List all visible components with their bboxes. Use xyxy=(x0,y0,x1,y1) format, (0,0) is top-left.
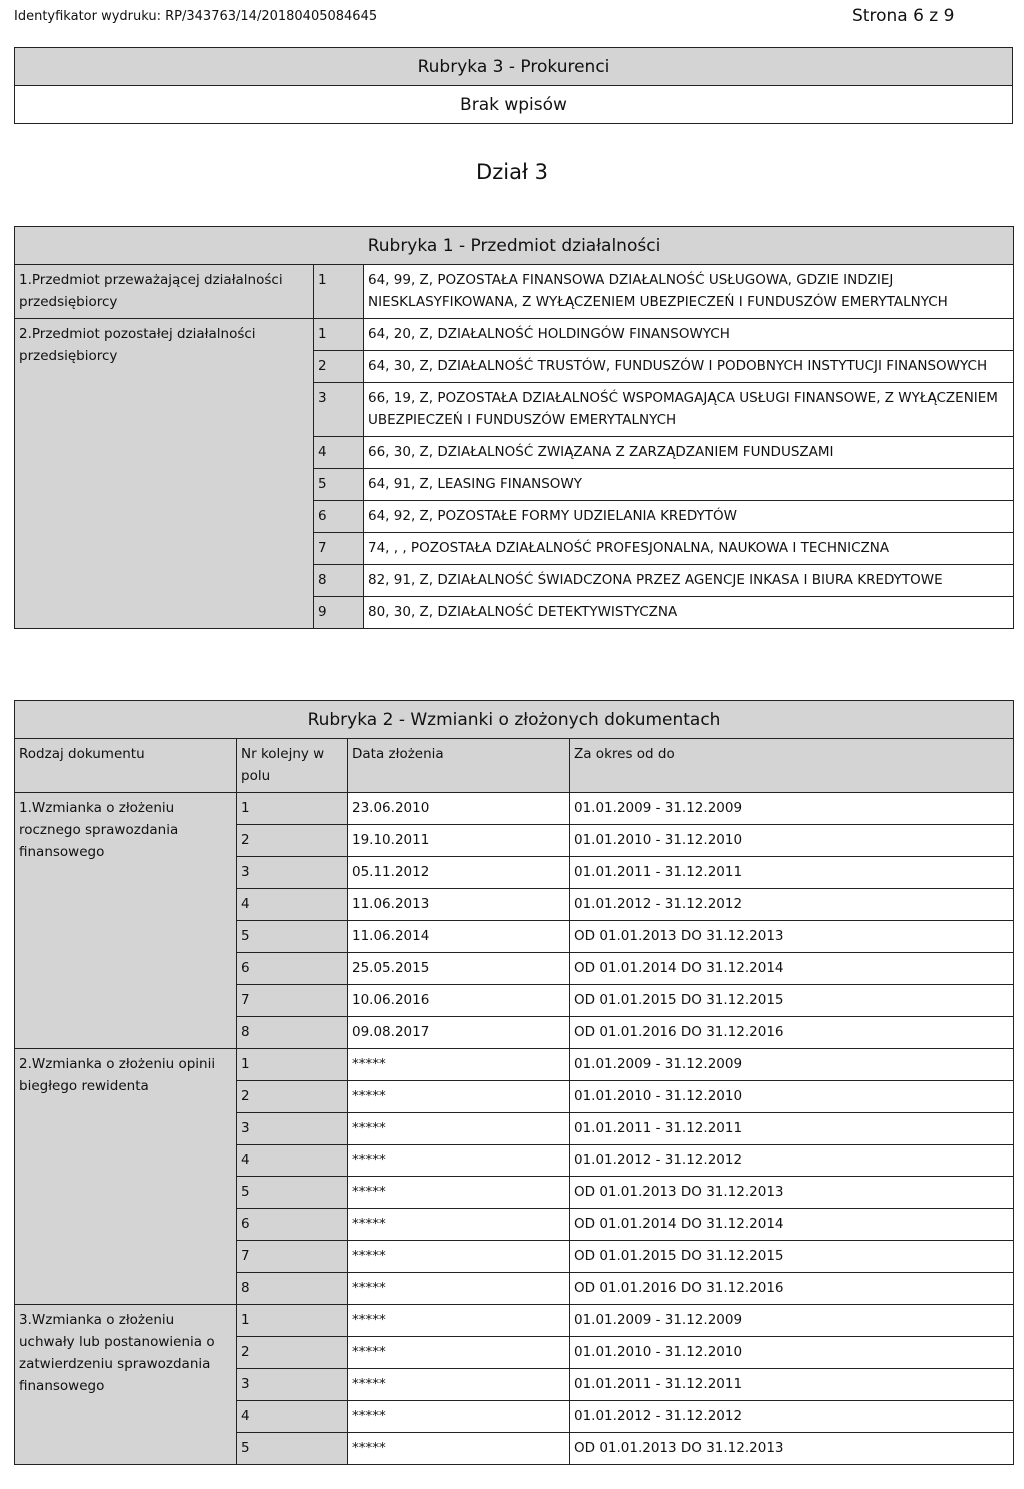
activity-description: 64, 99, Z, POZOSTAŁA FINANSOWA DZIAŁALNOŚĆ USŁUGOWA, GDZIE INDZIEJ NIESKLASYFIKOWANA, Z WYŁĄCZENIEM UBEZPIECZEŃ I FUNDUSZÓW EMERYTALNYCH xyxy=(364,265,1014,319)
activity-group-label: 1.Przedmiot przeważającej działalności przedsiębiorcy xyxy=(15,265,314,319)
document-number: 4 xyxy=(237,889,348,921)
document-number: 2 xyxy=(237,825,348,857)
document-period: 01.01.2010 - 31.12.2010 xyxy=(570,1081,1014,1113)
document-date: 11.06.2013 xyxy=(348,889,570,921)
document-date: 19.10.2011 xyxy=(348,825,570,857)
document-number: 2 xyxy=(237,1081,348,1113)
document-date: 10.06.2016 xyxy=(348,985,570,1017)
document-number: 7 xyxy=(237,985,348,1017)
document-period: 01.01.2011 - 31.12.2011 xyxy=(570,857,1014,889)
document-number: 6 xyxy=(237,1209,348,1241)
activity-number: 6 xyxy=(314,501,364,533)
document-period: OD 01.01.2016 DO 31.12.2016 xyxy=(570,1017,1014,1049)
document-period: 01.01.2010 - 31.12.2010 xyxy=(570,1337,1014,1369)
document-date: 25.05.2015 xyxy=(348,953,570,985)
document-date: 23.06.2010 xyxy=(348,793,570,825)
activity-description: 64, 30, Z, DZIAŁALNOŚĆ TRUSTÓW, FUNDUSZÓW I PODOBNYCH INSTYTUCJI FINANSOWYCH xyxy=(364,351,1014,383)
document-number: 7 xyxy=(237,1241,348,1273)
prokurenci-title: Rubryka 3 - Prokurenci xyxy=(15,48,1013,86)
document-period: 01.01.2009 - 31.12.2009 xyxy=(570,793,1014,825)
rubryka1-title: Rubryka 1 - Przedmiot działalności xyxy=(15,227,1014,265)
document-type-label: 2.Wzmianka o złożeniu opinii biegłego rewidenta xyxy=(15,1049,237,1305)
document-date: ***** xyxy=(348,1369,570,1401)
document-period: OD 01.01.2013 DO 31.12.2013 xyxy=(570,921,1014,953)
document-period: 01.01.2009 - 31.12.2009 xyxy=(570,1049,1014,1081)
document-number: 3 xyxy=(237,857,348,889)
document-date: 09.08.2017 xyxy=(348,1017,570,1049)
document-period: 01.01.2012 - 31.12.2012 xyxy=(570,1145,1014,1177)
document-type-label: 1.Wzmianka o złożeniu rocznego sprawozdania finansowego xyxy=(15,793,237,1049)
document-period: 01.01.2011 - 31.12.2011 xyxy=(570,1369,1014,1401)
activity-number: 7 xyxy=(314,533,364,565)
document-number: 6 xyxy=(237,953,348,985)
document-period: 01.01.2012 - 31.12.2012 xyxy=(570,889,1014,921)
document-date: ***** xyxy=(348,1401,570,1433)
column-header-nr: Nr kolejny w polu xyxy=(237,739,348,793)
activity-number: 9 xyxy=(314,597,364,629)
prokurenci-value: Brak wpisów xyxy=(15,86,1013,124)
activity-row xyxy=(15,265,1014,319)
rubryka2-table xyxy=(14,700,1014,1465)
document-date: ***** xyxy=(348,1113,570,1145)
column-header-data: Data złożenia xyxy=(348,739,570,793)
activity-description: 80, 30, Z, DZIAŁALNOŚĆ DETEKTYWISTYCZNA xyxy=(364,597,1014,629)
page-number: Strona 6 z 9 xyxy=(852,6,955,26)
document-number: 3 xyxy=(237,1369,348,1401)
document-date: ***** xyxy=(348,1433,570,1465)
document-number: 5 xyxy=(237,1433,348,1465)
document-date: ***** xyxy=(348,1177,570,1209)
activity-number: 8 xyxy=(314,565,364,597)
document-period: 01.01.2009 - 31.12.2009 xyxy=(570,1305,1014,1337)
document-period: OD 01.01.2013 DO 31.12.2013 xyxy=(570,1177,1014,1209)
activity-group-label: 2.Przedmiot pozostałej działalności przedsiębiorcy xyxy=(15,319,314,629)
document-number: 1 xyxy=(237,793,348,825)
document-number: 1 xyxy=(237,1305,348,1337)
document-date: 11.06.2014 xyxy=(348,921,570,953)
document-period: 01.01.2012 - 31.12.2012 xyxy=(570,1401,1014,1433)
document-number: 1 xyxy=(237,1049,348,1081)
document-date: 05.11.2012 xyxy=(348,857,570,889)
activity-description: 66, 30, Z, DZIAŁALNOŚĆ ZWIĄZANA Z ZARZĄDZANIEM FUNDUSZAMI xyxy=(364,437,1014,469)
document-date: ***** xyxy=(348,1273,570,1305)
document-number: 8 xyxy=(237,1273,348,1305)
activity-description: 64, 20, Z, DZIAŁALNOŚĆ HOLDINGÓW FINANSOWYCH xyxy=(364,319,1014,351)
document-row xyxy=(15,793,1014,825)
document-number: 4 xyxy=(237,1401,348,1433)
document-period: 01.01.2010 - 31.12.2010 xyxy=(570,825,1014,857)
document-number: 4 xyxy=(237,1145,348,1177)
rubryka2-title: Rubryka 2 - Wzmianki o złożonych dokumentach xyxy=(15,701,1014,739)
document-date: ***** xyxy=(348,1337,570,1369)
activity-description: 64, 92, Z, POZOSTAŁE FORMY UDZIELANIA KREDYTÓW xyxy=(364,501,1014,533)
document-date: ***** xyxy=(348,1241,570,1273)
activity-number: 3 xyxy=(314,383,364,437)
document-period: OD 01.01.2015 DO 31.12.2015 xyxy=(570,1241,1014,1273)
document-period: OD 01.01.2014 DO 31.12.2014 xyxy=(570,953,1014,985)
prokurenci-table xyxy=(14,47,1013,124)
activity-description: 66, 19, Z, POZOSTAŁA DZIAŁALNOŚĆ WSPOMAGAJĄCA USŁUGI FINANSOWE, Z WYŁĄCZENIEM UBEZPIECZEŃ I FUNDUSZÓW EMERYTALNYCH xyxy=(364,383,1014,437)
document-number: 3 xyxy=(237,1113,348,1145)
document-row xyxy=(15,1305,1014,1337)
document-row xyxy=(15,1049,1014,1081)
print-identifier: Identyfikator wydruku: RP/343763/14/20180405084645 xyxy=(14,9,378,24)
document-number: 5 xyxy=(237,1177,348,1209)
section-title: Dział 3 xyxy=(476,160,548,184)
document-date: ***** xyxy=(348,1081,570,1113)
document-date: ***** xyxy=(348,1049,570,1081)
activity-description: 82, 91, Z, DZIAŁALNOŚĆ ŚWIADCZONA PRZEZ AGENCJE INKASA I BIURA KREDYTOWE xyxy=(364,565,1014,597)
activity-number: 1 xyxy=(314,319,364,351)
activity-number: 2 xyxy=(314,351,364,383)
column-header-okres: Za okres od do xyxy=(570,739,1014,793)
document-type-label: 3.Wzmianka o złożeniu uchwały lub postanowienia o zatwierdzeniu sprawozdania finansowego xyxy=(15,1305,237,1465)
document-date: ***** xyxy=(348,1209,570,1241)
activity-row xyxy=(15,319,1014,351)
document-date: ***** xyxy=(348,1305,570,1337)
activity-description: 64, 91, Z, LEASING FINANSOWY xyxy=(364,469,1014,501)
document-number: 5 xyxy=(237,921,348,953)
rubryka1-table xyxy=(14,226,1014,629)
activity-number: 5 xyxy=(314,469,364,501)
activity-description: 74, , , POZOSTAŁA DZIAŁALNOŚĆ PROFESJONALNA, NAUKOWA I TECHNICZNA xyxy=(364,533,1014,565)
activity-number: 1 xyxy=(314,265,364,319)
document-period: OD 01.01.2016 DO 31.12.2016 xyxy=(570,1273,1014,1305)
column-header-rodzaj: Rodzaj dokumentu xyxy=(15,739,237,793)
document-period: OD 01.01.2014 DO 31.12.2014 xyxy=(570,1209,1014,1241)
document-number: 8 xyxy=(237,1017,348,1049)
document-period: OD 01.01.2015 DO 31.12.2015 xyxy=(570,985,1014,1017)
document-date: ***** xyxy=(348,1145,570,1177)
document-period: OD 01.01.2013 DO 31.12.2013 xyxy=(570,1433,1014,1465)
document-number: 2 xyxy=(237,1337,348,1369)
document-period: 01.01.2011 - 31.12.2011 xyxy=(570,1113,1014,1145)
activity-number: 4 xyxy=(314,437,364,469)
